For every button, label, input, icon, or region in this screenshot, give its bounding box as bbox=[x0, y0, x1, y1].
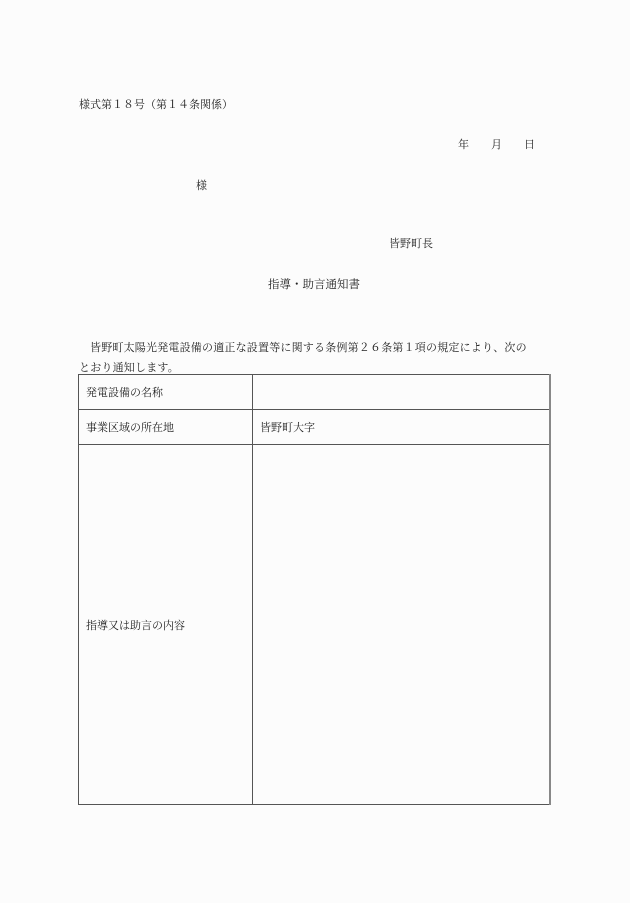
location-label: 事業区域の所在地 bbox=[79, 410, 253, 445]
body-paragraph bbox=[79, 338, 554, 378]
month-label: 月 bbox=[491, 138, 502, 151]
info-table bbox=[78, 374, 551, 805]
document-title: 指導・助言通知書 bbox=[268, 277, 360, 291]
guidance-content-value bbox=[253, 445, 551, 805]
date-line bbox=[458, 139, 535, 150]
body-line-1: 皆野町太陽光発電設備の適正な設置等に関する条例第２６条第１項の規定により、次の bbox=[90, 341, 527, 354]
year-label: 年 bbox=[458, 138, 469, 151]
guidance-content-label: 指導又は助言の内容 bbox=[79, 445, 253, 805]
addressee-suffix: 様 bbox=[196, 179, 207, 192]
location-value: 皆野町大字 bbox=[253, 410, 551, 445]
facility-name-label: 発電設備の名称 bbox=[79, 375, 253, 410]
table-row-location bbox=[79, 410, 551, 445]
issuer-name: 皆野町長 bbox=[389, 237, 433, 250]
table-row-guidance-content bbox=[79, 445, 551, 805]
facility-name-value bbox=[253, 375, 551, 410]
table-row-facility-name bbox=[79, 375, 551, 410]
day-label: 日 bbox=[524, 138, 535, 151]
body-line-2: とおり通知します。 bbox=[79, 361, 179, 374]
form-number: 様式第１８号（第１４条関係） bbox=[79, 98, 233, 111]
